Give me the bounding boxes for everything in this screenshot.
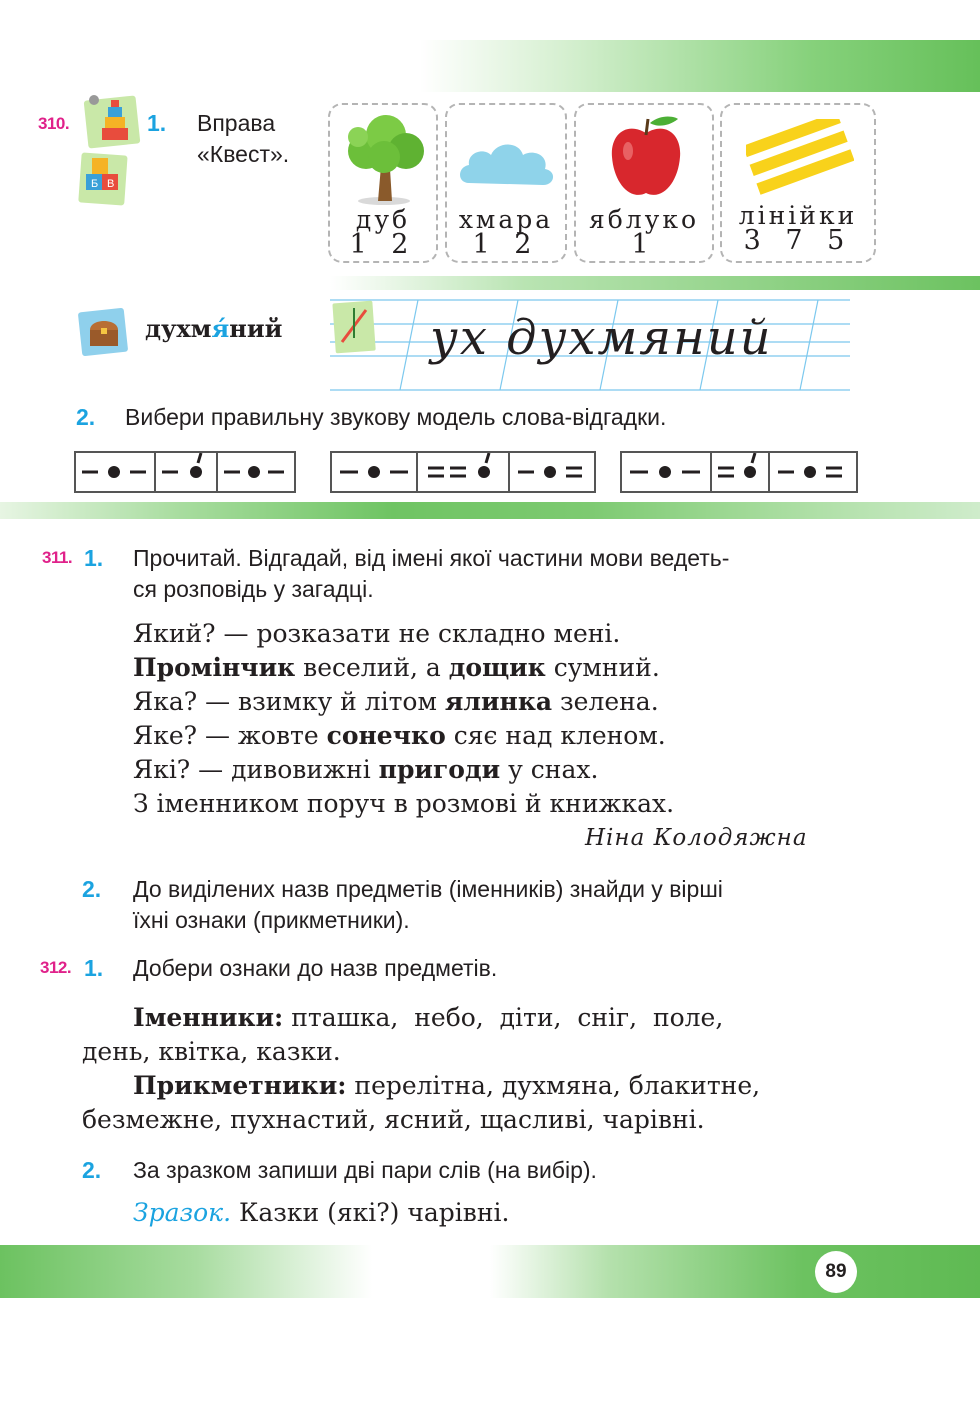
- adjectives-label: Прикметники:: [133, 1071, 347, 1100]
- poem-line: [133, 753, 853, 787]
- nouns-line-1: [133, 1001, 855, 1035]
- quest-card-rulers: [720, 103, 876, 263]
- task-text-310-1: [197, 108, 289, 170]
- card-digits: 1: [631, 229, 657, 260]
- task-number-310-1: 1.: [147, 110, 167, 136]
- exercise-number-311: 311.: [42, 548, 73, 567]
- poem-text: Яка? — взимку й літом: [133, 687, 445, 716]
- highlighted-noun: Промінчик: [133, 653, 296, 682]
- treasure-chest-icon: [76, 306, 130, 358]
- poem-text: Який? — розказати не складно мені.: [133, 619, 621, 648]
- oak-tree-icon: [338, 111, 430, 207]
- task-number-310-2: 2.: [76, 404, 96, 430]
- task-text-line: ся розповідь у загадці.: [133, 576, 374, 602]
- vocab-part: духм: [145, 314, 212, 343]
- sound-model-option-3[interactable]: [620, 451, 858, 493]
- poem-text: Яке? — жовте: [133, 721, 327, 750]
- task-text-310-2: Вибери правильну звукову модель слова-відгадки.: [125, 404, 667, 430]
- handwriting-practice-area: [330, 296, 850, 396]
- poem-line: [133, 651, 853, 685]
- apple-icon: [606, 111, 686, 203]
- poem-text: зелена.: [552, 687, 659, 716]
- task-text-312-2: За зразком запиши дві пари слів (на вибір).: [133, 1157, 597, 1183]
- card-word: дуб: [355, 205, 411, 234]
- poem-text: веселий, а: [295, 653, 449, 682]
- quest-card-apple: [574, 103, 714, 263]
- highlighted-noun: пригоди: [378, 755, 501, 784]
- task-text-312-1: Добери ознаки до назв предметів.: [133, 955, 498, 981]
- task-number-312-2: 2.: [82, 1157, 102, 1183]
- svg-text:Б: Б: [91, 178, 99, 190]
- cloud-icon: [455, 135, 559, 191]
- section-separator-band: [0, 502, 980, 519]
- svg-text:В: В: [107, 178, 115, 190]
- quest-card-cloud: [445, 103, 567, 263]
- task-text-line: «Квест».: [197, 141, 290, 167]
- rulers-icon: [746, 119, 854, 195]
- task-text-311-2: [133, 874, 873, 936]
- adjectives-line-2: безмежне, пухнастий, ясний, щасливі, чарівні.: [82, 1105, 705, 1134]
- poem-text: З іменником поруч в розмові й книжках.: [133, 789, 675, 818]
- highlighted-noun: дощик: [448, 653, 546, 682]
- handwriting-sample: ух духмяний: [430, 310, 773, 366]
- toy-pyramid-icon: [82, 92, 142, 150]
- poem-line: [133, 685, 853, 719]
- exercise-number-312: 312.: [40, 958, 72, 977]
- card-digits: 1 2: [472, 229, 540, 260]
- card-digits: 3 7 5: [743, 225, 853, 256]
- adjectives-line-1: [133, 1069, 760, 1103]
- task-text-line: їхні ознаки (прикметники).: [133, 907, 410, 933]
- poem-text: сяє над кленом.: [445, 721, 666, 750]
- alphabet-blocks-icon: [78, 150, 128, 206]
- highlighted-noun: ялинка: [444, 687, 553, 716]
- quest-card-oak: [328, 103, 438, 263]
- sound-model-option-2[interactable]: [330, 451, 596, 493]
- task-text-line: Вправа: [197, 110, 276, 136]
- riddle-poem: [133, 617, 853, 821]
- poem-text: у снах.: [500, 755, 599, 784]
- divider-green-band: [330, 276, 980, 290]
- sample-text: Казки (які?) чарівні.: [231, 1198, 510, 1227]
- nouns-label: Іменники:: [133, 1003, 284, 1032]
- card-digits: 1 2: [349, 229, 417, 260]
- task-number-311-1: 1.: [84, 545, 104, 571]
- poem-line: [133, 617, 853, 651]
- sample-label: Зразок.: [133, 1198, 232, 1227]
- card-word: лінійки: [738, 201, 858, 230]
- sample-line: [133, 1196, 509, 1230]
- card-word: яблуко: [588, 205, 700, 234]
- task-number-312-1: 1.: [84, 955, 104, 981]
- sound-model-option-1[interactable]: [74, 451, 296, 493]
- task-text-line: Прочитай. Відгадай, від імені якої частини мови ведеть-: [133, 545, 730, 571]
- exercise-number-310: 310.: [38, 114, 70, 133]
- adjectives-list: перелітна, духмяна, блакитне,: [346, 1071, 761, 1100]
- poem-text: Які? — дивовижні: [133, 755, 379, 784]
- highlighted-noun: сонечко: [326, 721, 446, 750]
- vocabulary-word: [145, 314, 282, 343]
- nouns-list: пташка, небо, діти, сніг, поле,: [283, 1003, 724, 1032]
- header-green-band: [420, 40, 980, 92]
- poem-line: [133, 787, 853, 821]
- vocab-accent-letter: я́: [211, 314, 230, 343]
- task-text-line: До виділених назв предметів (іменників) знайди у вірші: [133, 876, 723, 902]
- poem-author: Ніна Колодяжна: [585, 825, 808, 851]
- poem-text: сумний.: [545, 653, 660, 682]
- nouns-line-2: день, квітка, казки.: [82, 1037, 341, 1066]
- vocab-part: ний: [229, 314, 283, 343]
- pencil-notebook-icon: [332, 298, 376, 354]
- task-text-311-1: [133, 543, 873, 605]
- poem-line: [133, 719, 853, 753]
- page-number: 89: [815, 1251, 857, 1293]
- card-word: хмара: [458, 205, 554, 234]
- task-number-311-2: 2.: [82, 876, 102, 902]
